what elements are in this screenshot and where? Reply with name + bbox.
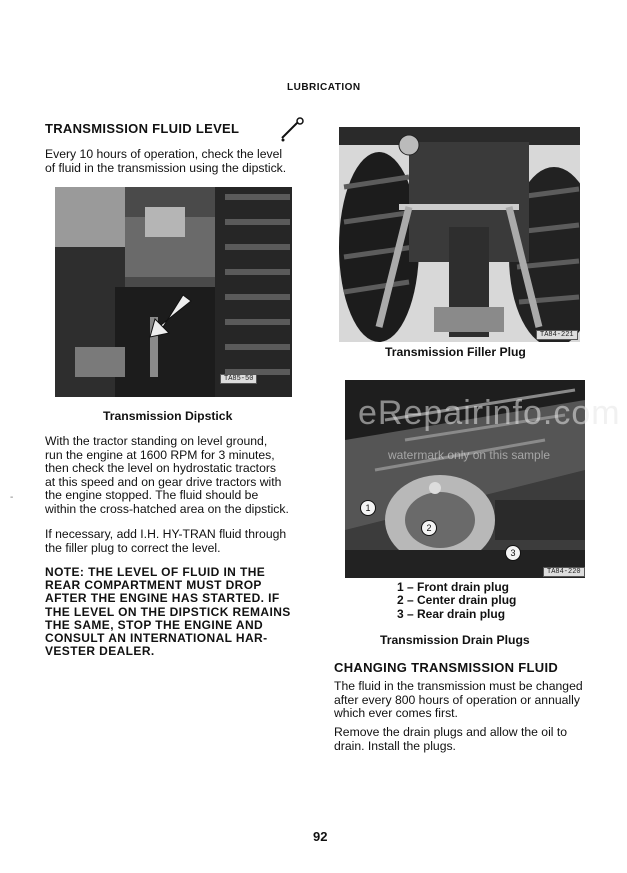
changing-fluid-heading: CHANGING TRANSMISSION FLUID: [334, 660, 559, 675]
warning-line: REAR COMPARTMENT MUST DROP: [45, 578, 262, 593]
add-fluid-paragraph: [45, 528, 315, 555]
watermark-text: eRepairinfo.com: [358, 394, 621, 432]
text-line: run the engine at 1600 RPM for 3 minutes,: [45, 447, 275, 462]
text-line: drain. Install the plugs.: [334, 738, 456, 753]
warning-line: CONSULT AN INTERNATIONAL HAR-: [45, 631, 268, 646]
callout-3: 3: [505, 545, 521, 561]
drain-instructions-paragraph: [334, 726, 604, 753]
procedure-paragraph: [45, 435, 315, 517]
intro-line: of fluid in the transmission using the dipstick.: [45, 160, 287, 175]
text-line: then check the level on hydrostatic tractors: [45, 461, 277, 476]
warning-line: NOTE: THE LEVEL OF FLUID IN THE: [45, 565, 266, 579]
legend-item: 2 – Center drain plug: [397, 593, 517, 608]
section-title: LUBRICATION: [287, 82, 361, 93]
intro-line: Every 10 hours of operation, check the level: [45, 147, 283, 161]
callout-2: 2: [421, 520, 437, 536]
intro-paragraph: [45, 148, 310, 175]
text-line: the filler plug to correct the level.: [45, 540, 221, 555]
warning-line: THE LEVEL ON THE DIPSTICK REMAINS: [45, 604, 291, 619]
watermark-subtext: watermark only on this sample: [388, 448, 551, 462]
drain-plug-legend: [397, 581, 516, 621]
legend-item: 1 – Front drain plug: [397, 580, 510, 594]
dipstick-caption: Transmission Dipstick: [103, 409, 233, 423]
text-line: If necessary, add I.H. HY-TRAN fluid through: [45, 527, 287, 541]
warning-line: VESTER DEALER.: [45, 644, 155, 659]
text-line: after every 800 hours of operation or annually: [334, 692, 580, 707]
page-number: 92: [313, 829, 328, 844]
text-line: within the cross-hatched area on the dipstick.: [45, 501, 289, 516]
text-line: at this speed and on gear drive tractors with: [45, 474, 282, 489]
text-line: With the tractor standing on level ground,: [45, 434, 268, 448]
text-line: which ever comes first.: [334, 706, 458, 721]
legend-item: 3 – Rear drain plug: [397, 606, 506, 621]
warning-line: THE SAME, STOP THE ENGINE AND: [45, 617, 264, 632]
change-interval-paragraph: [334, 680, 604, 721]
drain-plugs-caption: Transmission Drain Plugs: [380, 633, 530, 647]
warning-line: AFTER THE ENGINE HAS STARTED. IF: [45, 591, 280, 606]
photo-reference-tag: TA84-221: [536, 330, 578, 340]
warning-note: [45, 566, 307, 658]
fluid-level-heading: TRANSMISSION FLUID LEVEL: [45, 121, 240, 136]
dipstick-photo: [55, 187, 292, 397]
photo-reference-tag: TA84-220: [543, 567, 585, 577]
scan-mark: -: [10, 492, 14, 503]
photo-reference-tag: TA85-50: [220, 374, 257, 384]
callout-1: 1: [360, 500, 376, 516]
text-line: The fluid in the transmission must be changed: [334, 679, 583, 693]
filler-plug-photo: [339, 127, 580, 342]
filler-plug-caption: Transmission Filler Plug: [385, 345, 526, 359]
text-line: Remove the drain plugs and allow the oil to: [334, 725, 568, 739]
oil-can-icon: [278, 116, 306, 142]
text-line: the engine stopped. The fluid should be: [45, 488, 259, 503]
